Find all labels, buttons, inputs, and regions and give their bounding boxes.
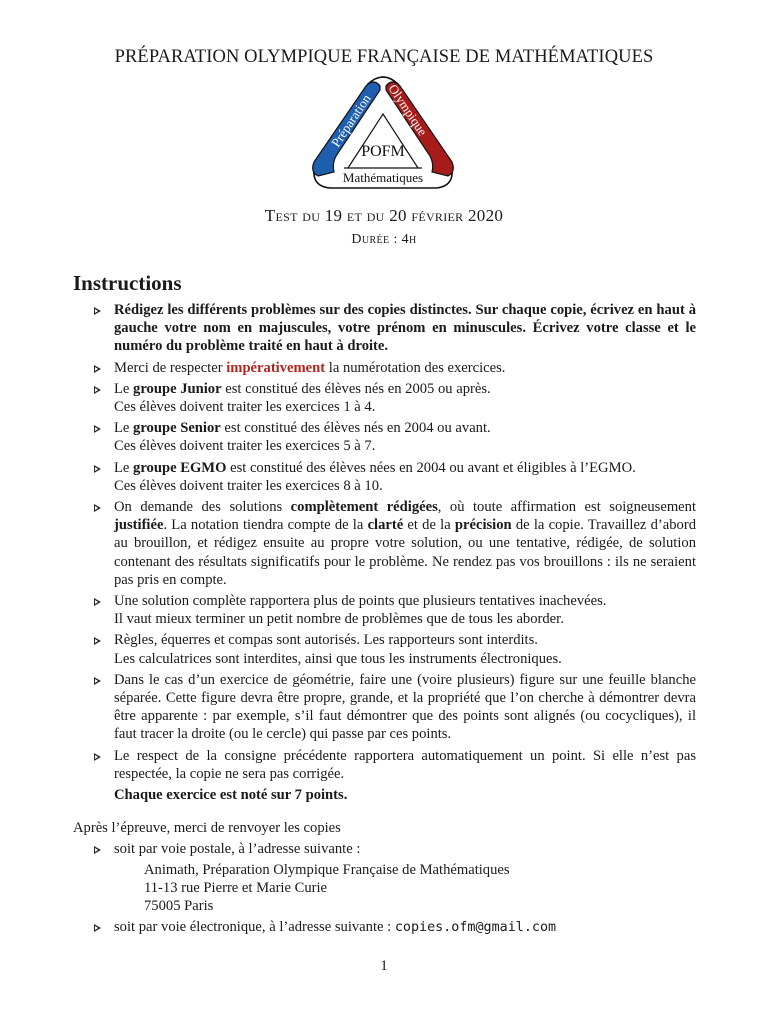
triangle-bullet-icon <box>94 425 101 433</box>
logo-left-text: Préparation <box>328 91 374 150</box>
header-title: PRÉPARATION OLYMPIQUE FRANÇAISE DE MATHÉMATIQUES <box>114 47 654 67</box>
instructions-list <box>94 301 696 783</box>
triangle-bullet-icon <box>94 504 101 512</box>
triangle-bullet-icon <box>94 386 101 394</box>
list-item: Rédigez les différents problèmes sur des copies distinctes. Sur chaque copie, écrivez en haut à gauche votre nom en majuscules, votre prénom en minuscules. Écrivez votre classe et le numéro du problème traité en haut à droite. <box>94 301 696 356</box>
triangle-bullet-icon <box>94 465 101 473</box>
list-item: Règles, équerres et compas sont autorisés. Les rapporteurs sont interdits. Les calculatrices sont interdites, ainsi que tous les instruments électroniques. <box>94 631 696 667</box>
submission-intro: Après l’épreuve, merci de renvoyer les copies <box>73 820 341 836</box>
logo-center-text: POFM <box>361 143 405 160</box>
email-address: copies.ofm@gmail.com <box>394 920 557 935</box>
list-item: soit par voie électronique, à l’adresse suivante : copies.ofm@gmail.com <box>94 918 696 937</box>
instructions-heading: Instructions <box>73 271 182 295</box>
test-duration: Durée : 4h <box>351 232 417 247</box>
postal-address: Animath, Préparation Olympique Française de Mathématiques 11-13 rue Pierre et Marie Curie 75005 Paris <box>144 862 510 914</box>
list-item: Le groupe Junior est constitué des élèves nés en 2005 ou après. Ces élèves doivent traiter les exercices 1 à 4. <box>94 380 696 416</box>
list-item: Le groupe EGMO est constitué des élèves nées en 2004 ou avant et éligibles à l’EGMO. Ces élèves doivent traiter les exercices 8 à 10. <box>94 459 696 495</box>
list-item: On demande des solutions complètement rédigées, où toute affirmation est soigneusement justifiée. La notation tiendra compte de la clarté et de la précision de la copie. Travaillez d’abord au brouillon, et rédigez ensuite au propre votre solution, ou une tentative, rédigée, de solution contenant des résultats significatifs pour le problème. Ne rendez pas vos brouillons : ils ne seraient pas pris en compte. <box>94 498 696 589</box>
logo-bottom-text: Mathématiques <box>342 170 424 185</box>
list-item: Merci de respecter impérativement la numérotation des exercices. <box>94 359 696 377</box>
list-item: Dans le cas d’un exercice de géométrie, faire une (voire plusieurs) figure sur une feuille blanche séparée. Cette figure devra être propre, grande, et la propriété que l’on cherche à démontrer devra être apparente : par exemple, s’il faut démontrer que des points sont alignés (ou cocycliques), il faut tracer la droite (ou le cercle) qui passe par ces points. <box>94 671 696 744</box>
list-item: soit par voie postale, à l’adresse suivante : <box>94 840 696 858</box>
list-item: Une solution complète rapportera plus de points que plusieurs tentatives inachevées. Il vaut mieux terminer un petit nombre de problèmes que de tous les aborder. <box>94 592 696 628</box>
triangle-bullet-icon <box>94 677 101 685</box>
logo-right-text: Olympique <box>385 81 431 139</box>
triangle-bullet-icon <box>94 846 101 854</box>
triangle-bullet-icon <box>94 924 101 932</box>
triangle-bullet-icon <box>94 753 101 761</box>
triangle-bullet-icon <box>94 365 101 373</box>
page-number: 1 <box>380 958 388 974</box>
triangle-bullet-icon <box>94 307 101 315</box>
test-title: Test du 19 et du 20 février 2020 <box>264 206 504 225</box>
list-item: Le respect de la consigne précédente rapportera automatiquement un point. Si elle n’est pas respectée, la copie ne sera pas corrigée. <box>94 747 696 783</box>
pofm-logo <box>308 76 458 194</box>
submission-postal <box>94 840 696 858</box>
points-note: Chaque exercice est noté sur 7 points. <box>114 787 348 803</box>
submission-email <box>94 918 696 937</box>
triangle-bullet-icon <box>94 598 101 606</box>
list-item: Le groupe Senior est constitué des élèves nés en 2004 ou avant. Ces élèves doivent traiter les exercices 5 à 7. <box>94 419 696 455</box>
triangle-bullet-icon <box>94 637 101 645</box>
